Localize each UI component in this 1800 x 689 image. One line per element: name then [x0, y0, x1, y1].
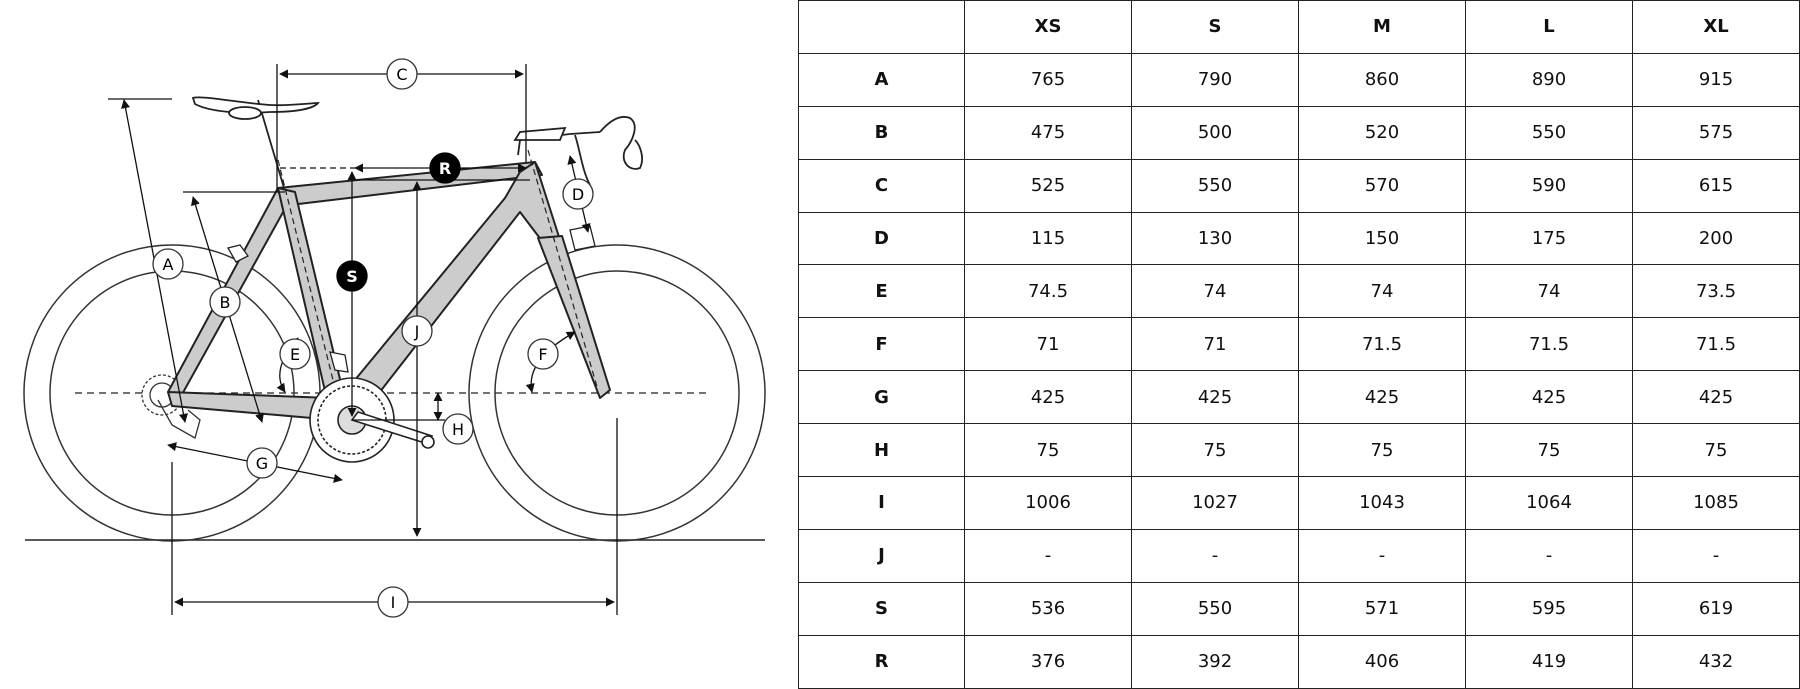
table-cell: 425 — [965, 371, 1132, 424]
table-cell: 73.5 — [1633, 265, 1800, 318]
table-cell: 536 — [965, 582, 1132, 635]
table-cell: 595 — [1466, 582, 1633, 635]
svg-text:I: I — [390, 593, 396, 612]
table-row — [799, 529, 1800, 582]
table-corner-cell — [799, 1, 965, 54]
table-row — [799, 159, 1800, 212]
label-i — [378, 587, 408, 617]
svg-text:A: A — [162, 255, 174, 274]
row-label: A — [799, 53, 965, 106]
label-j — [402, 316, 432, 346]
table-row — [799, 477, 1800, 530]
table-cell: 619 — [1633, 582, 1800, 635]
table-row — [799, 318, 1800, 371]
table-cell: 392 — [1132, 635, 1299, 688]
svg-text:B: B — [219, 293, 231, 312]
table-row — [799, 371, 1800, 424]
table-cell: 376 — [965, 635, 1132, 688]
table-cell: 175 — [1466, 212, 1633, 265]
table-cell: 71.5 — [1466, 318, 1633, 371]
label-h — [443, 414, 473, 444]
label-d — [563, 179, 593, 209]
row-label: F — [799, 318, 965, 371]
table-cell: 425 — [1132, 371, 1299, 424]
table-cell: 1027 — [1132, 477, 1299, 530]
table-cell: 150 — [1299, 212, 1466, 265]
svg-text:H: H — [451, 420, 465, 439]
label-g — [247, 448, 277, 478]
label-s — [337, 261, 367, 291]
table-cell: 550 — [1132, 159, 1299, 212]
table-cell: 1006 — [965, 477, 1132, 530]
table-cell: 890 — [1466, 53, 1633, 106]
table-cell: 75 — [1633, 424, 1800, 477]
label-a — [153, 249, 183, 279]
table-cell: 200 — [1633, 212, 1800, 265]
table-row — [799, 212, 1800, 265]
size-header-xs: XS — [965, 1, 1132, 54]
table-cell: 1064 — [1466, 477, 1633, 530]
row-label: B — [799, 106, 965, 159]
table-cell: 75 — [965, 424, 1132, 477]
label-r — [430, 153, 460, 183]
table-row — [799, 582, 1800, 635]
table-cell: 570 — [1299, 159, 1466, 212]
table-cell: - — [1299, 529, 1466, 582]
row-label: D — [799, 212, 965, 265]
table-cell: 75 — [1132, 424, 1299, 477]
table-cell: 860 — [1299, 53, 1466, 106]
table-row — [799, 53, 1800, 106]
row-label: H — [799, 424, 965, 477]
table-cell: - — [1132, 529, 1299, 582]
row-label: C — [799, 159, 965, 212]
geometry-size-table — [798, 0, 1800, 689]
table-cell: - — [1466, 529, 1633, 582]
row-label: S — [799, 582, 965, 635]
svg-text:C: C — [396, 65, 408, 84]
table-cell: 590 — [1466, 159, 1633, 212]
table-cell: 419 — [1466, 635, 1633, 688]
table-cell: 550 — [1466, 106, 1633, 159]
table-cell: - — [965, 529, 1132, 582]
svg-text:D: D — [571, 185, 585, 204]
table-cell: 571 — [1299, 582, 1466, 635]
table-cell: 425 — [1633, 371, 1800, 424]
table-cell: 500 — [1132, 106, 1299, 159]
row-label: E — [799, 265, 965, 318]
label-b — [210, 287, 240, 317]
label-e — [280, 339, 310, 369]
size-header-xl: XL — [1633, 1, 1800, 54]
table-cell: 71 — [1132, 318, 1299, 371]
table-cell: 74 — [1132, 265, 1299, 318]
table-cell: 425 — [1466, 371, 1633, 424]
row-label: I — [799, 477, 965, 530]
table-cell: 475 — [965, 106, 1132, 159]
table-cell: 915 — [1633, 53, 1800, 106]
table-cell: 1043 — [1299, 477, 1466, 530]
table-cell: 71 — [965, 318, 1132, 371]
table-cell: 432 — [1633, 635, 1800, 688]
svg-text:R: R — [438, 159, 452, 178]
table-cell: 765 — [965, 53, 1132, 106]
table-cell: 75 — [1299, 424, 1466, 477]
saddle — [193, 97, 318, 188]
table-cell: 615 — [1633, 159, 1800, 212]
table-cell: 74 — [1299, 265, 1466, 318]
svg-text:J: J — [414, 322, 420, 341]
table-row — [799, 265, 1800, 318]
table-cell: 520 — [1299, 106, 1466, 159]
table-header-row — [799, 1, 1800, 54]
table-cell: 425 — [1299, 371, 1466, 424]
label-f — [528, 339, 558, 369]
table-cell: - — [1633, 529, 1800, 582]
table-cell: 115 — [965, 212, 1132, 265]
table-row — [799, 635, 1800, 688]
row-label: R — [799, 635, 965, 688]
table-cell: 75 — [1466, 424, 1633, 477]
svg-text:F: F — [538, 345, 548, 364]
table-cell: 550 — [1132, 582, 1299, 635]
table-cell: 130 — [1132, 212, 1299, 265]
table-cell: 525 — [965, 159, 1132, 212]
svg-text:G: G — [255, 454, 269, 473]
size-header-s: S — [1132, 1, 1299, 54]
table-cell: 71.5 — [1299, 318, 1466, 371]
svg-text:E: E — [289, 345, 301, 364]
table-cell: 575 — [1633, 106, 1800, 159]
bike-geometry-diagram — [0, 0, 790, 675]
table-cell: 1085 — [1633, 477, 1800, 530]
table-row — [799, 424, 1800, 477]
table-cell: 74.5 — [965, 265, 1132, 318]
table-cell: 74 — [1466, 265, 1633, 318]
table-cell: 71.5 — [1633, 318, 1800, 371]
table-cell: 406 — [1299, 635, 1466, 688]
size-header-l: L — [1466, 1, 1633, 54]
table-row — [799, 106, 1800, 159]
size-header-m: M — [1299, 1, 1466, 54]
svg-text:S: S — [346, 267, 358, 286]
table-cell: 790 — [1132, 53, 1299, 106]
row-label: J — [799, 529, 965, 582]
label-c — [387, 59, 417, 89]
row-label: G — [799, 371, 965, 424]
